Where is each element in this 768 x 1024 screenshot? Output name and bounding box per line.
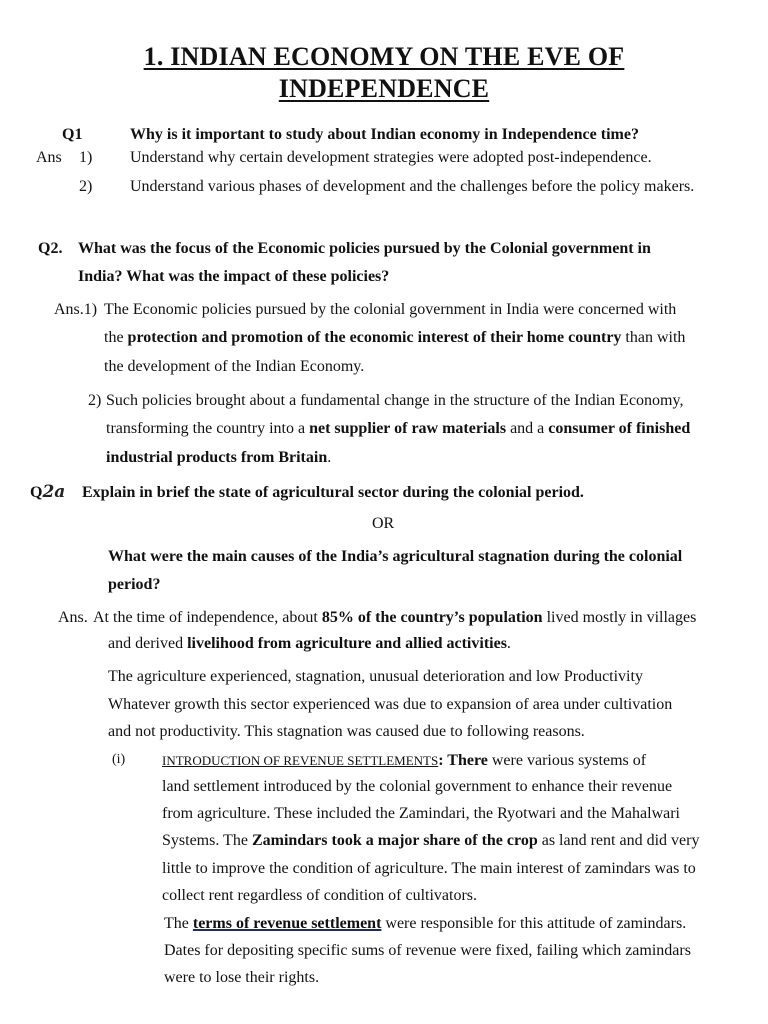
text-segment: The (164, 915, 193, 932)
point1-line4 (162, 832, 699, 850)
q1-ans-label: Ans (36, 149, 62, 166)
q2a-alt-line1: What were the main causes of the India’s agricultural stagnation during the colonial (108, 548, 683, 565)
underlined-segment: terms of revenue settlement (192, 915, 382, 932)
point1-line9: were to lose their rights. (164, 969, 320, 986)
text-segment: . (327, 449, 332, 466)
q2a-or: OR (372, 515, 395, 532)
q2-question-line1: What was the focus of the Economic policies pursued by the Colonial government in (78, 240, 651, 257)
q2-ans1-line2 (104, 329, 685, 347)
bold-segment: consumer of finished (548, 420, 691, 437)
q2-ans2-line3 (106, 449, 331, 467)
text-segment: At the time of independence, about (93, 609, 322, 626)
point1-line2: land settlement introduced by the colonial government to enhance their revenue (162, 778, 673, 795)
page-title-line1: 1. INDIAN ECONOMY ON THE EVE OF (143, 42, 625, 71)
q2-label: Q2. (38, 240, 63, 257)
point1-line5: little to improve the condition of agriculture. The main interest of zamindars was to (162, 860, 696, 877)
text-segment: were responsible for this attitude of zamindars. (381, 915, 687, 932)
bold-segment: net supplier of raw materials (309, 420, 507, 437)
q2-ans2-prefix: 2) (88, 392, 102, 409)
bold-segment: industrial products from Britain (106, 449, 328, 466)
q2-ans1-prefix: Ans.1) (54, 301, 98, 318)
bold-segment: livelihood from agriculture and allied activities (187, 635, 507, 652)
q1-label: Q1 (62, 126, 83, 143)
q2a-para2-line3: and not productivity. This stagnation was caused due to following reasons. (108, 723, 585, 740)
bold-segment: protection and promotion of the economic interest of their home country (127, 329, 622, 346)
text-segment: were various systems of (487, 752, 647, 769)
q2a-para2-line2: Whatever growth this sector experienced was due to expansion of area under cultivation (108, 696, 673, 713)
q2a-ans-line1 (93, 609, 696, 627)
point1-line7 (164, 915, 686, 933)
page-title-line2: INDEPENDENCE (278, 74, 490, 103)
q2a-ans-prefix: Ans. (58, 609, 88, 626)
q2-ans1-line1: The Economic policies pursued by the colonial government in India were concerned with (104, 301, 677, 318)
text-segment: and a (506, 420, 549, 437)
text-segment: transforming the country into a (106, 420, 310, 437)
text-segment: : (438, 752, 448, 769)
q1-question: Why is it important to study about Indian economy in Independence time? (130, 126, 639, 143)
q2a-label (30, 482, 65, 502)
text-segment: . (506, 635, 511, 652)
q2-ans2-line1: Such policies brought about a fundamental change in the structure of the Indian Economy, (106, 392, 684, 409)
q1-ans2-num: 2) (79, 178, 93, 195)
q1-ans1-text: Understand why certain development strategies were adopted post-independence. (130, 149, 652, 166)
point1-num: (i) (112, 752, 126, 767)
point1-heading: INTRODUCTION OF REVENUE SETTLEMENTS (162, 753, 439, 768)
q2-ans1-line3: the development of the Indian Economy. (104, 358, 365, 375)
text-segment: the (104, 329, 128, 346)
q2-ans2-line2 (106, 420, 690, 438)
text-segment: than with (621, 329, 686, 346)
text-segment: and derived (108, 635, 188, 652)
q2a-ans-line2 (108, 635, 511, 653)
q2a-handwritten-label: 2a (42, 482, 66, 502)
q1-ans1-num: 1) (79, 149, 93, 166)
q2a-label-typed: Q (30, 484, 43, 501)
point1-line1 (162, 752, 646, 770)
text-segment: Systems. The (162, 832, 252, 849)
text-segment: lived mostly in villages (542, 609, 697, 626)
point1-line8: Dates for depositing specific sums of revenue were fixed, failing which zamindars (164, 942, 691, 959)
q2-question-line2: India? What was the impact of these policies? (78, 268, 390, 285)
q2a-alt-line2: period? (108, 576, 161, 593)
bold-segment: 85% of the country’s population (321, 609, 543, 626)
bold-segment: There (447, 752, 488, 769)
point1-line6: collect rent regardless of condition of cultivators. (162, 887, 478, 904)
q2a-question: Explain in brief the state of agricultural sector during the colonial period. (82, 484, 584, 501)
bold-segment: Zamindars took a major share of the crop (251, 832, 538, 849)
q2a-para2-line1: The agriculture experienced, stagnation, unusual deterioration and low Productivity (108, 668, 643, 685)
q1-ans2-text: Understand various phases of development and the challenges before the policy makers. (130, 178, 695, 195)
text-segment: as land rent and did very (537, 832, 700, 849)
point1-line3: from agriculture. These included the Zamindari, the Ryotwari and the Mahalwari (162, 805, 680, 822)
